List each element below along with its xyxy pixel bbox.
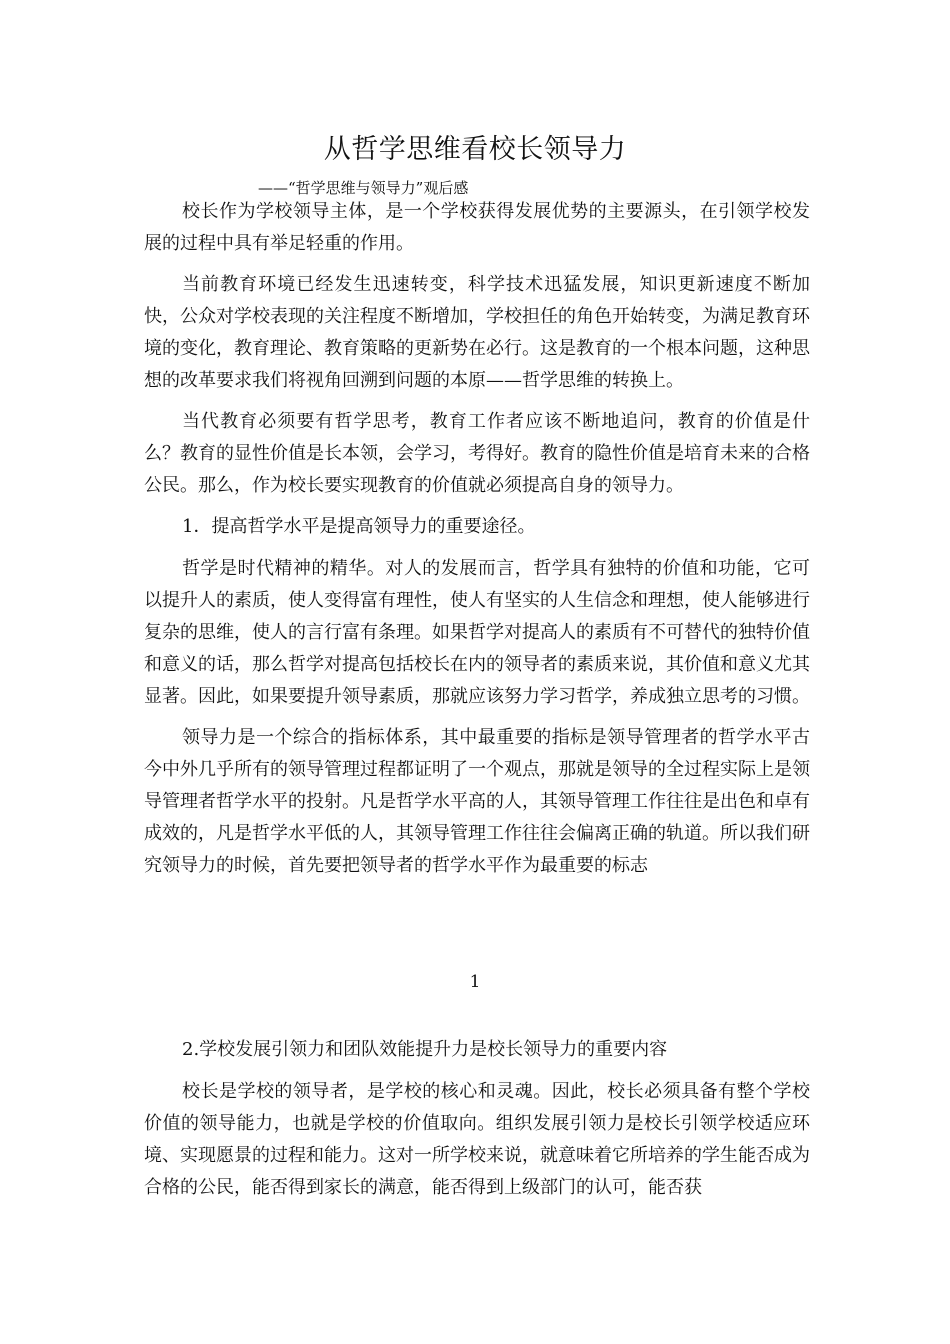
paragraph: 校长是学校的领导者，是学校的核心和灵魂。因此，校长必须具备有整个学校价值的领导能力，也就是学校的价值取向。组织发展引领力是校长引领学校适应环境、实现愿景的过程和能力。这对一所学校来说，就意味着它所培养的学生能否成为合格的公民，能否得到家长的满意，能否得到上级部门的认可，能否获 xyxy=(144,1081,810,1198)
section-heading-1: 1．提高哲学水平是提高领导力的重要途径。 xyxy=(182,516,536,537)
document-subtitle: ——“哲学思维与领导力”观后感 xyxy=(258,179,469,197)
page-1-body xyxy=(144,196,810,891)
page-2-body xyxy=(144,1034,810,1213)
section-heading-2: 2.学校发展引领力和团队效能提升力是校长领导力的重要内容 xyxy=(182,1039,668,1060)
paragraph: 当前教育环境已经发生迅速转变，科学技术迅猛发展，知识更新速度不断加快，公众对学校表现的关注程度不断增加，学校担任的角色开始转变，为满足教育环境的变化，教育理论、教育策略的更新势在必行。这是教育的一个根本问题，这种思想的改革要求我们将视角回溯到问题的本原——哲学思维的转换上。 xyxy=(144,274,810,391)
paragraph: 当代教育必须要有哲学思考，教育工作者应该不断地追问，教育的价值是什么？教育的显性价值是长本领，会学习，考得好。教育的隐性价值是培育未来的合格公民。那么，作为校长要实现教育的价值就必须提高自身的领导力。 xyxy=(144,411,810,496)
paragraph: 校长作为学校领导主体，是一个学校获得发展优势的主要源头，在引领学校发展的过程中具有举足轻重的作用。 xyxy=(144,201,810,254)
document-title: 从哲学思维看校长领导力 xyxy=(323,134,627,165)
paragraph: 领导力是一个综合的指标体系，其中最重要的指标是领导管理者的哲学水平古今中外几乎所有的领导管理过程都证明了一个观点，那就是领导的全过程实际上是领导管理者哲学水平的投射。凡是哲学水平高的人，其领导管理工作往往是出色和卓有成效的，凡是哲学水平低的人，其领导管理工作往往会偏离正确的轨道。所以我们研究领导力的时候，首先要把领导者的哲学水平作为最重要的标志 xyxy=(144,727,810,876)
page-number: 1 xyxy=(469,972,481,992)
paragraph: 哲学是时代精神的精华。对人的发展而言，哲学具有独特的价值和功能，它可以提升人的素质，使人变得富有理性，使人有坚实的人生信念和理想，使人能够进行复杂的思维，使人的言行富有条理。如果哲学对提高人的素质有不可替代的独特价值和意义的话，那么哲学对提高包括校长在内的领导者的素质来说，其价值和意义尤其显著。因此，如果要提升领导素质，那就应该努力学习哲学，养成独立思考的习惯。 xyxy=(144,558,810,707)
